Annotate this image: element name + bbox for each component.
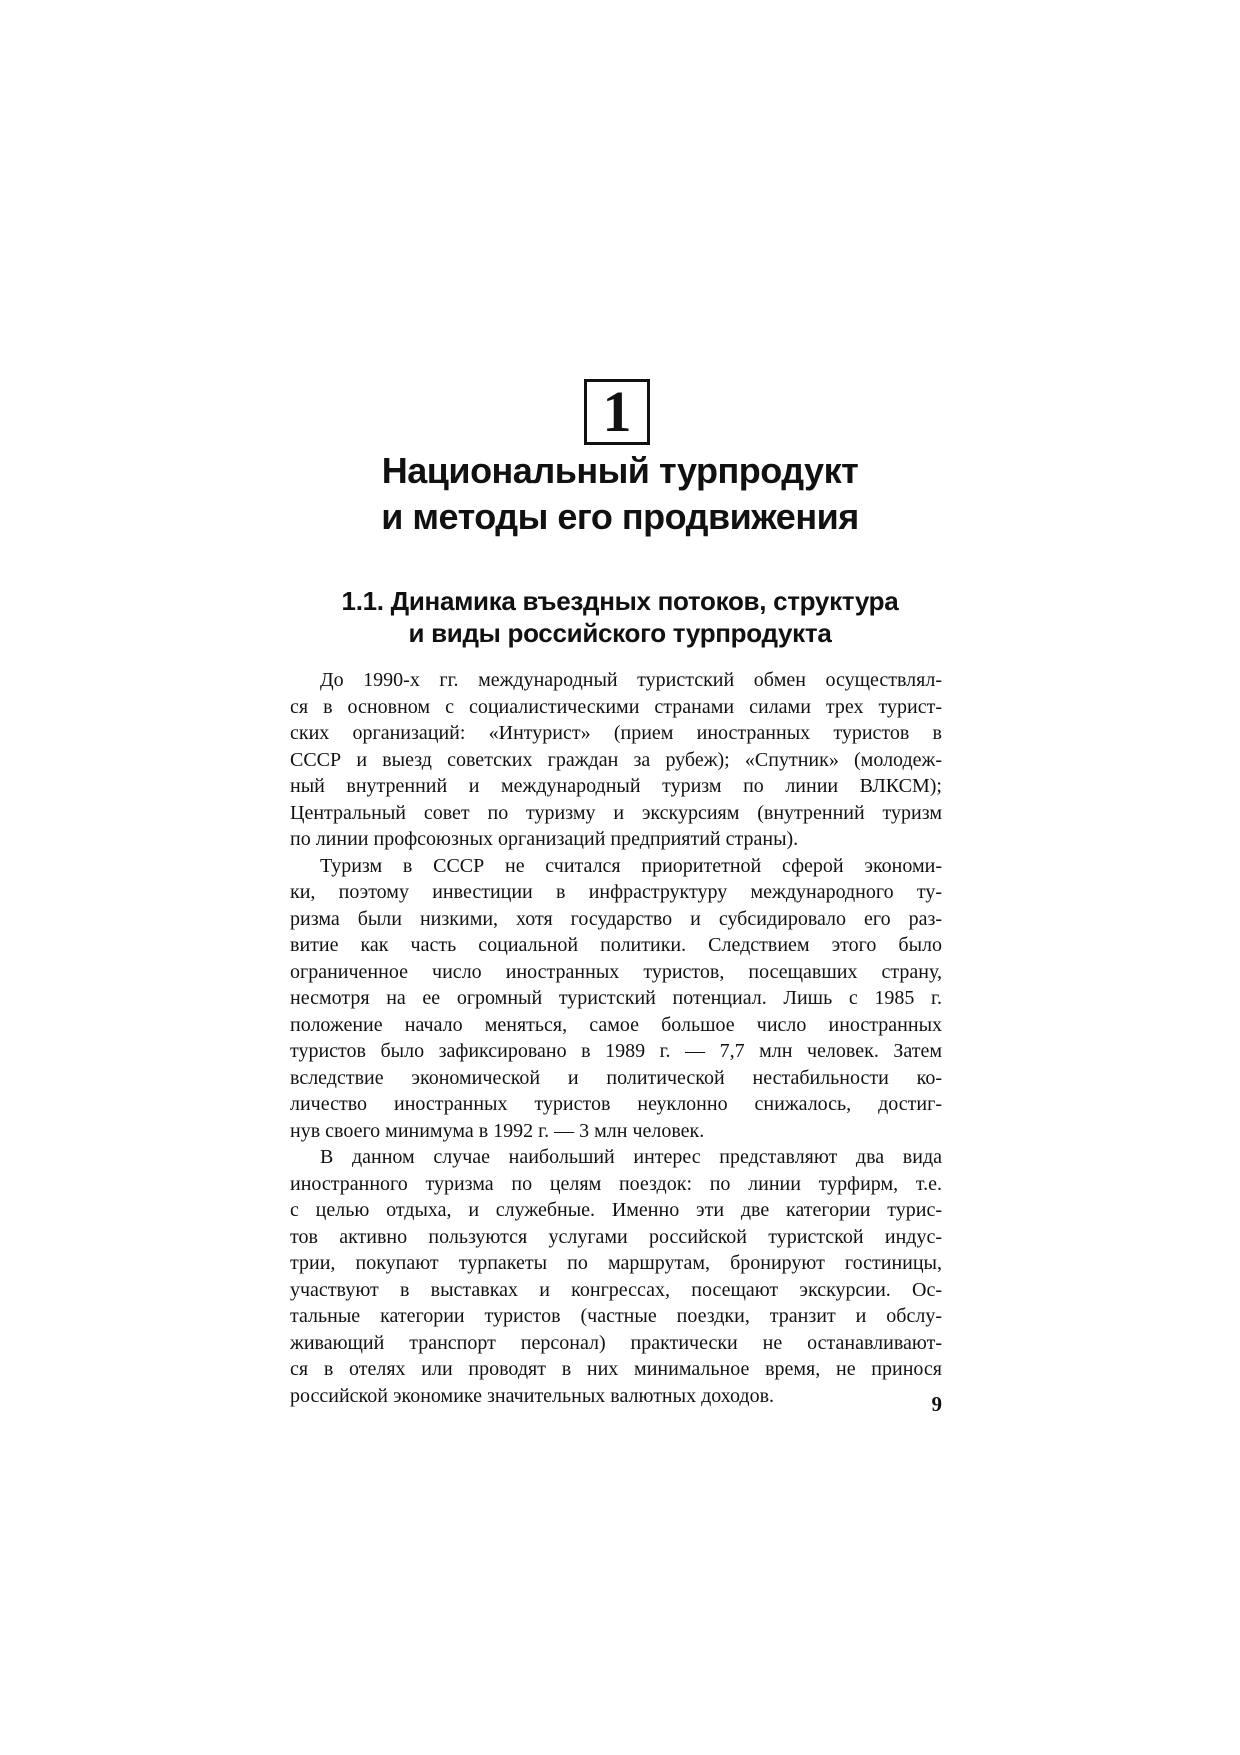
paragraph — [290, 853, 942, 1145]
text-line: Центральный совет по туризму и экскурсиям (внутренний туризм — [290, 801, 942, 824]
chapter-title — [290, 448, 950, 540]
page-number: 9 — [931, 1392, 942, 1416]
paragraph — [290, 1144, 942, 1409]
text-line: Туризм в СССР не считался приоритетной сферой экономи- — [320, 854, 942, 877]
text-line: нув своего минимума в 1992 г. — 3 млн человек. — [290, 1119, 705, 1142]
text-line: В данном случае наибольший интерес представляют два вида — [320, 1146, 942, 1168]
chapter-number-box — [584, 379, 650, 445]
text-line: несмотря на ее огромный туристский потенциал. Лишь с 1985 г. — [290, 987, 942, 1009]
chapter-title-line: Национальный турпродукт — [381, 450, 859, 491]
text-line: тов активно пользуются услугами российской туристской индус- — [290, 1225, 942, 1248]
text-line: с целью отдыха, и служебные. Именно эти две категории турис- — [290, 1199, 942, 1221]
section-title-line: 1.1. Динамика въездных потоков, структура — [341, 586, 899, 616]
text-line: трии, покупают турпакеты по маршрутам, бронируют гостиницы, — [290, 1252, 942, 1274]
text-line: ки, поэтому инвестиции в инфраструктуру международного ту- — [290, 881, 942, 903]
text-line: иностранного туризма по целям поездок: по линии турфирм, т.е. — [290, 1172, 942, 1195]
paragraph — [290, 667, 942, 853]
text-line: положение начало меняться, самое большое число иностранных — [290, 1013, 942, 1036]
text-line: российской экономике значительных валютных доходов. — [290, 1384, 775, 1407]
chapter-title-line: и методы его продвижения — [381, 496, 859, 537]
text-line: по линии профсоюзных организаций предприятий страны). — [290, 828, 799, 850]
section-title-line: и виды российского турпродукта — [408, 618, 832, 648]
text-line: витие как часть социальной политики. Следствием этого было — [290, 934, 942, 956]
text-line: ограниченное число иностранных туристов, посещавших страну, — [290, 960, 942, 983]
body-text — [290, 667, 942, 1409]
text-line: ся в основном с социалистическими странами силами трех турист- — [290, 695, 942, 718]
text-line: туристов было зафиксировано в 1989 г. — 7,7 млн человек. Затем — [290, 1040, 942, 1062]
chapter-number: 1 — [602, 379, 632, 444]
text-line: До 1990-х гг. международный туристский обмен осуществлял- — [320, 669, 942, 691]
text-line: ся в отелях или проводят в них минимальное время, не принося — [290, 1358, 942, 1380]
text-line: участвуют в выставках и конгрессах, посещают экскурсии. Ос- — [290, 1278, 942, 1301]
text-line: ризма были низкими, хотя государство и субсидировало его раз- — [290, 907, 942, 930]
text-line: тальные категории туристов (частные поездки, транзит и обслу- — [290, 1305, 942, 1327]
text-line: живающий транспорт персонал) практически не останавливают- — [290, 1331, 942, 1354]
section-title — [300, 585, 940, 649]
text-line: ских организаций: «Интурист» (прием иностранных туристов в — [290, 722, 942, 744]
text-line: СССР и выезд советских граждан за рубеж); «Спутник» (молодеж- — [290, 748, 942, 771]
text-line: личество иностранных туристов неуклонно снижалось, достиг- — [290, 1093, 942, 1115]
text-line: ный внутренний и международный туризм по линии ВЛКСМ); — [290, 775, 942, 797]
text-line: вследствие экономической и политической нестабильности ко- — [290, 1066, 942, 1089]
